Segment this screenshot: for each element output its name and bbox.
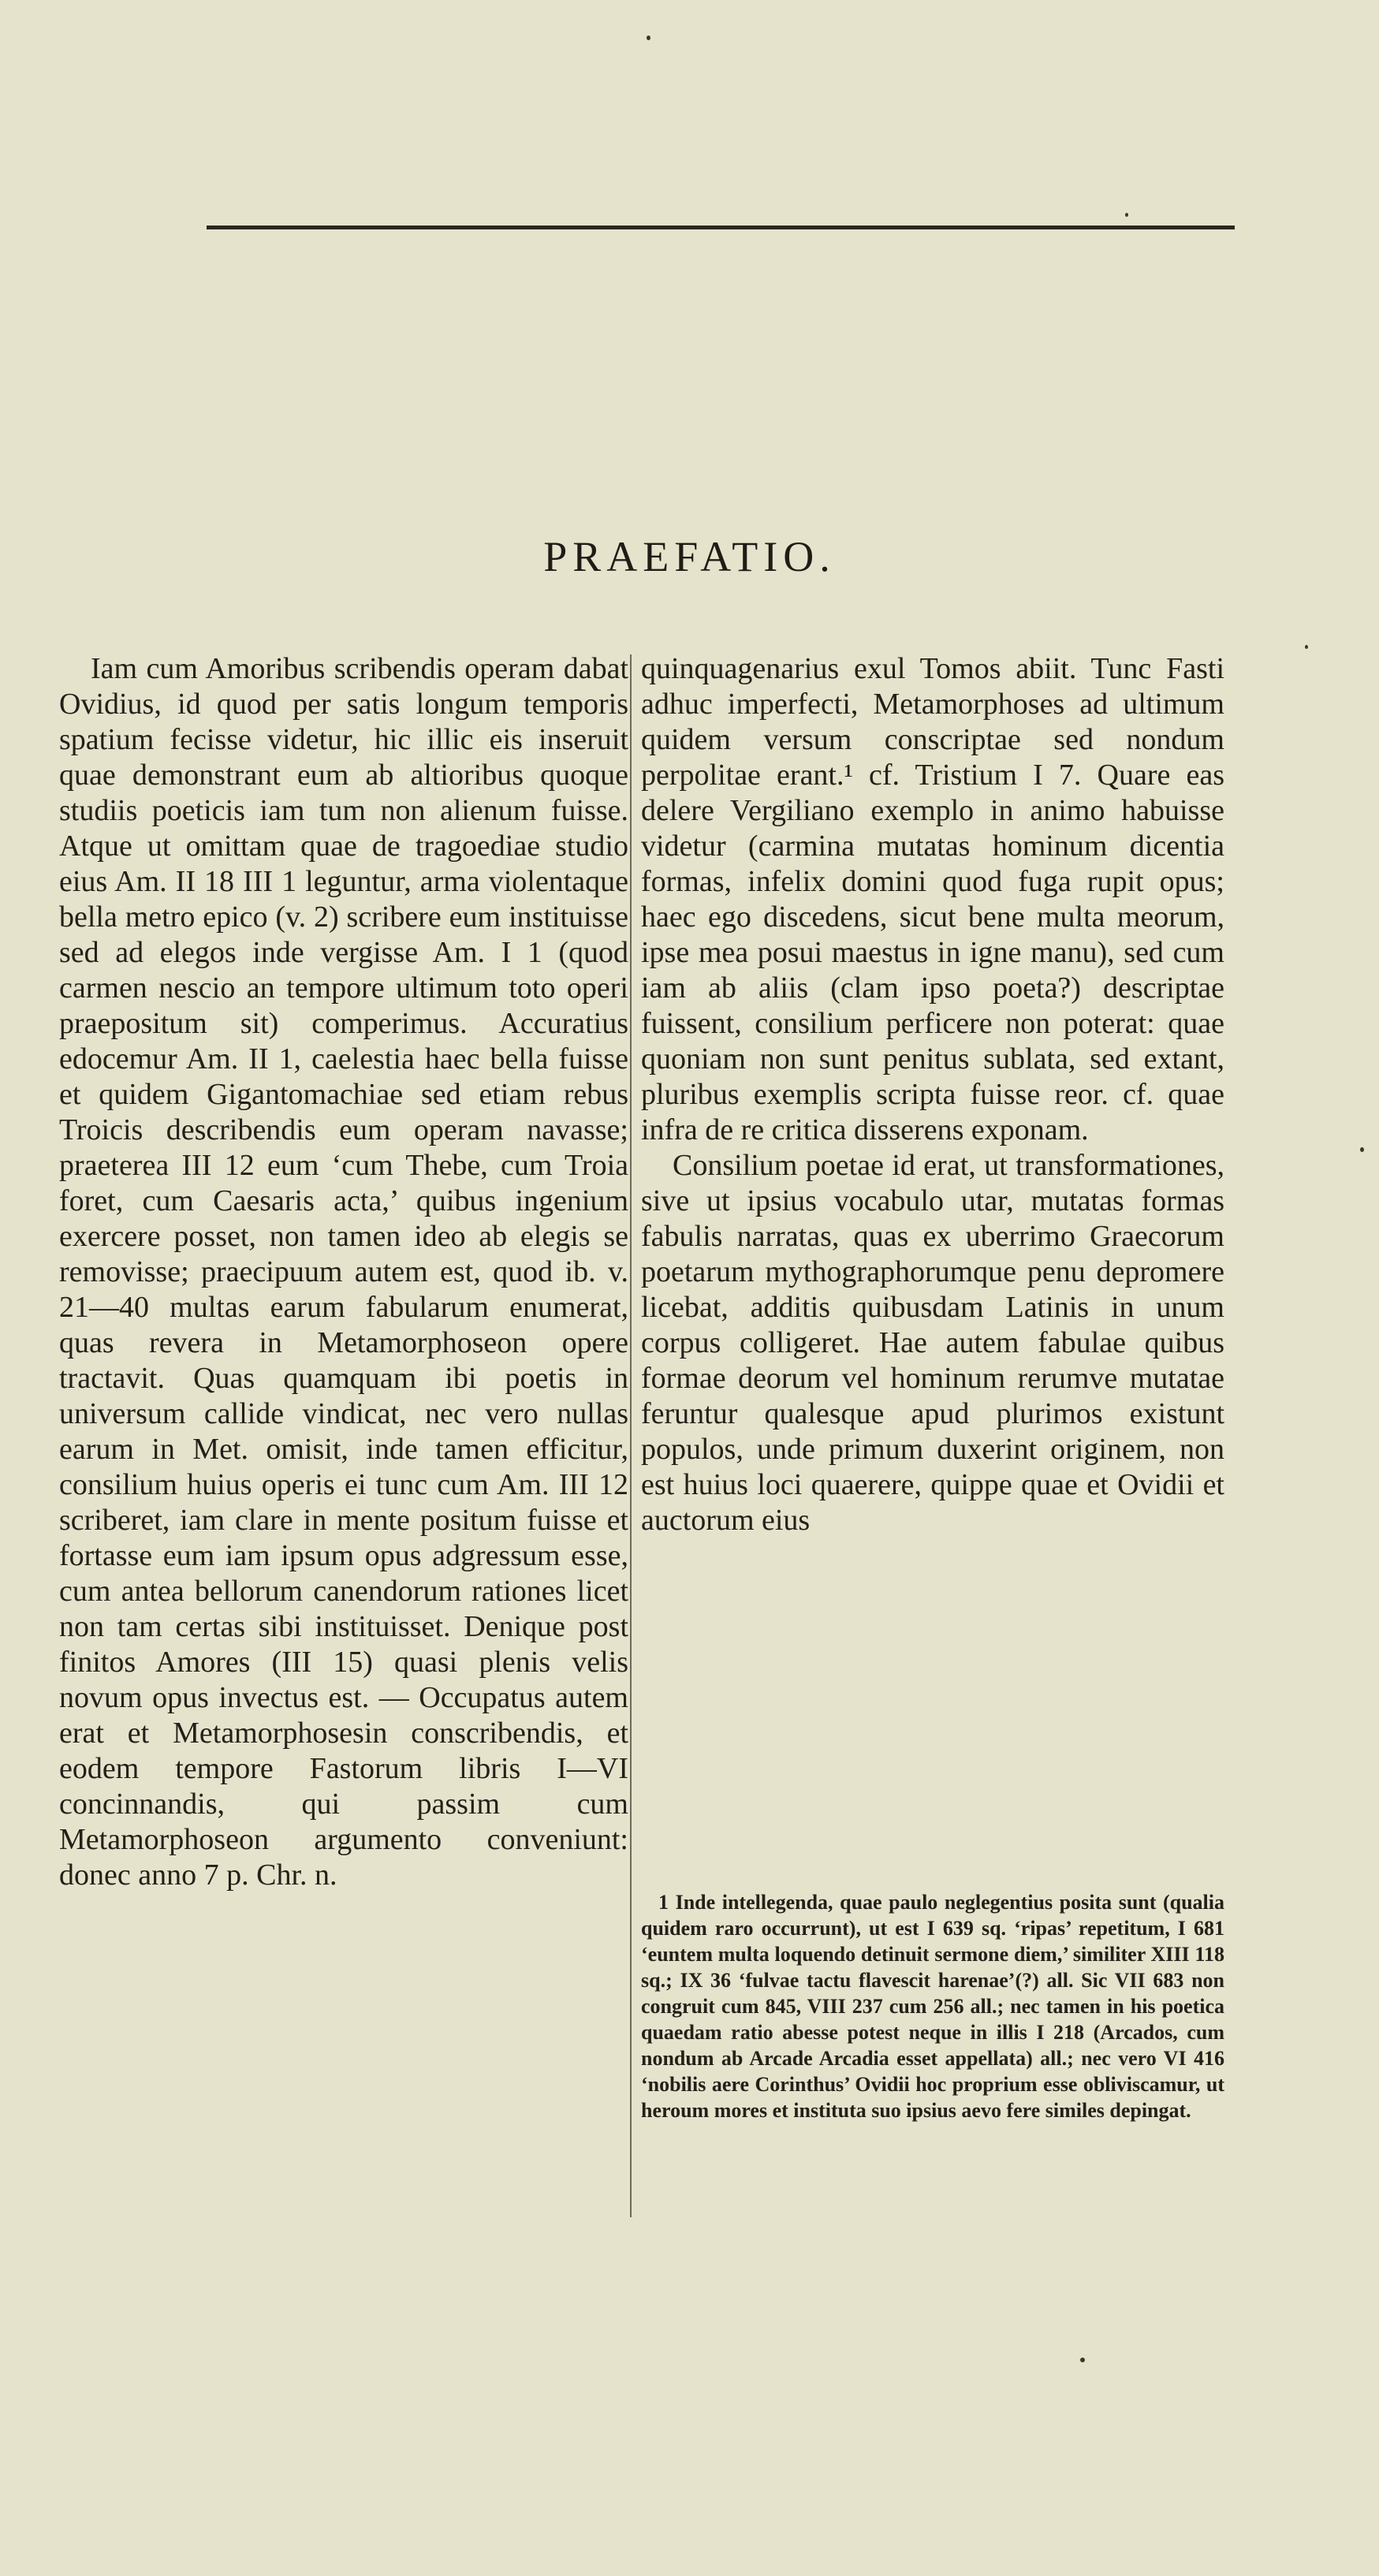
footnote (641, 1889, 1224, 2123)
header-rule (207, 226, 1235, 229)
left-column (59, 651, 628, 1893)
page-speck (1360, 1147, 1364, 1152)
column-divider (630, 654, 632, 2217)
page-speck (1080, 2358, 1085, 2362)
right-paragraph: Consilium poetae id erat, ut transformationes, sive ut ipsius vocabulo utar, mutatas formas fabulis narratas, quas ex uberrimo Graecorum poetarum mythographorumque penu depromere licebat, additis quibusdam Latinis in unum corpus colligeret. Hae autem fabulae quibus formae deorum vel hominum rerumve mutatae feruntur qualesque apud plurimos existunt populos, unde primum duxerint originem, non est huius loci quaerere, quippe quae et Ovidii et auctorum eius (641, 1149, 1224, 1537)
left-paragraph: Iam cum Amoribus scribendis operam dabat Ovidius, id quod per satis longum temporis spatium fecisse videtur, hic illic eis inseruit quae demonstrant eum ab altioribus quoque studiis poeticis iam tum non alienum fuisse. Atque ut omittam quae de tragoediae studio eius Am. II 18 III 1 leguntur, arma violentaque bella metro epico (v. 2) scribere eum instituisse sed ad elegos inde vergisse Am. I 1 (quod carmen nescio an tempore ultimum toto operi praepositum sit) comperimus. Accuratius edocemur Am. II 1, caelestia haec bella fuisse et quidem Gigantomachiae sed etiam rebus Troicis describendis eum operam navasse; praeterea III 12 eum ‘cum Thebe, cum Troia foret, cum Caesaris acta,’ quibus ingenium exercere posset, non tamen ideo ab elegis se removisse; praecipuum autem est, quod ib. v. 21—40 multas earum fabularum enumerat, quas revera in Metamorphoseon opere tractavit. Quas quamquam ibi poetis in universum callide vindicat, nec vero nullas earum in Met. omisit, inde tamen efficitur, consilium huius operis ei tunc cum Am. III 12 scriberet, iam clare in mente positum fuisse et fortasse eum iam ipsum opus adgressum esse, cum antea bellorum canendorum rationes licet non tam certas sibi instituisset. Denique post finitos Amores (III 15) quasi plenis velis novum opus invectus est. — Occupatus autem erat et Metamorphosesin conscribendis, et eodem tempore Fastorum libris I—VI concinnandis, qui passim cum Metamorphoseon argumento conveniunt: donec anno 7 p. Chr. n. (59, 652, 628, 1892)
page-speck (647, 35, 650, 40)
right-paragraph-continued: quinquagenarius exul Tomos abiit. Tunc Fasti adhuc imperfecti, Metamorphoses ad ultimum quidem versum conscriptae sed nondum perpolitae erant.¹ cf. Tristium I 7. Quare eas delere Vergiliano exemplo in animo habuisse videtur (carmina mutatas hominum dicentia formas, infelix domini quod fuga rupit opus; haec ego discedens, sicut bene multa meorum, ipse mea posui maestus in igne manu), sed cum iam ab aliis (clam ipso poeta?) descriptae fuissent, consilium perficere non poterat: quae quoniam non sunt penitus sublata, sed extant, pluribus exemplis scripta fuisse reor. cf. quae infra de re critica disserens exponam. (641, 652, 1224, 1146)
page-speck (1305, 645, 1308, 649)
page-title: PRAEFATIO. (543, 533, 836, 580)
right-column (641, 651, 1224, 1538)
footnote-text: 1 Inde intellegenda, quae paulo neglegentius posita sunt (qualia quidem raro occurrunt), ut est I 639 sq. ‘ripas’ repetitum, I 681 ‘euntem multa loquendo detinuit sermone diem,’ similiter XIII 118 sq.; IX 36 ‘fulvae tactu flavescit harenae’(?) all. Sic VII 683 non congruit cum 845, VIII 237 cum 256 all.; nec tamen in his poetica quaedam ratio abesse potest neque in illis I 218 (Arcados, cum nondum ab Arcade Arcadia esset appellata) all.; nec vero VI 416 ‘nobilis aere Corinthus’ Ovidii hoc proprium esse obliviscamur, ut heroum mores et instituta suo ipsius aevo fere similes depingat. (641, 1891, 1224, 2122)
page-speck (1125, 213, 1128, 217)
